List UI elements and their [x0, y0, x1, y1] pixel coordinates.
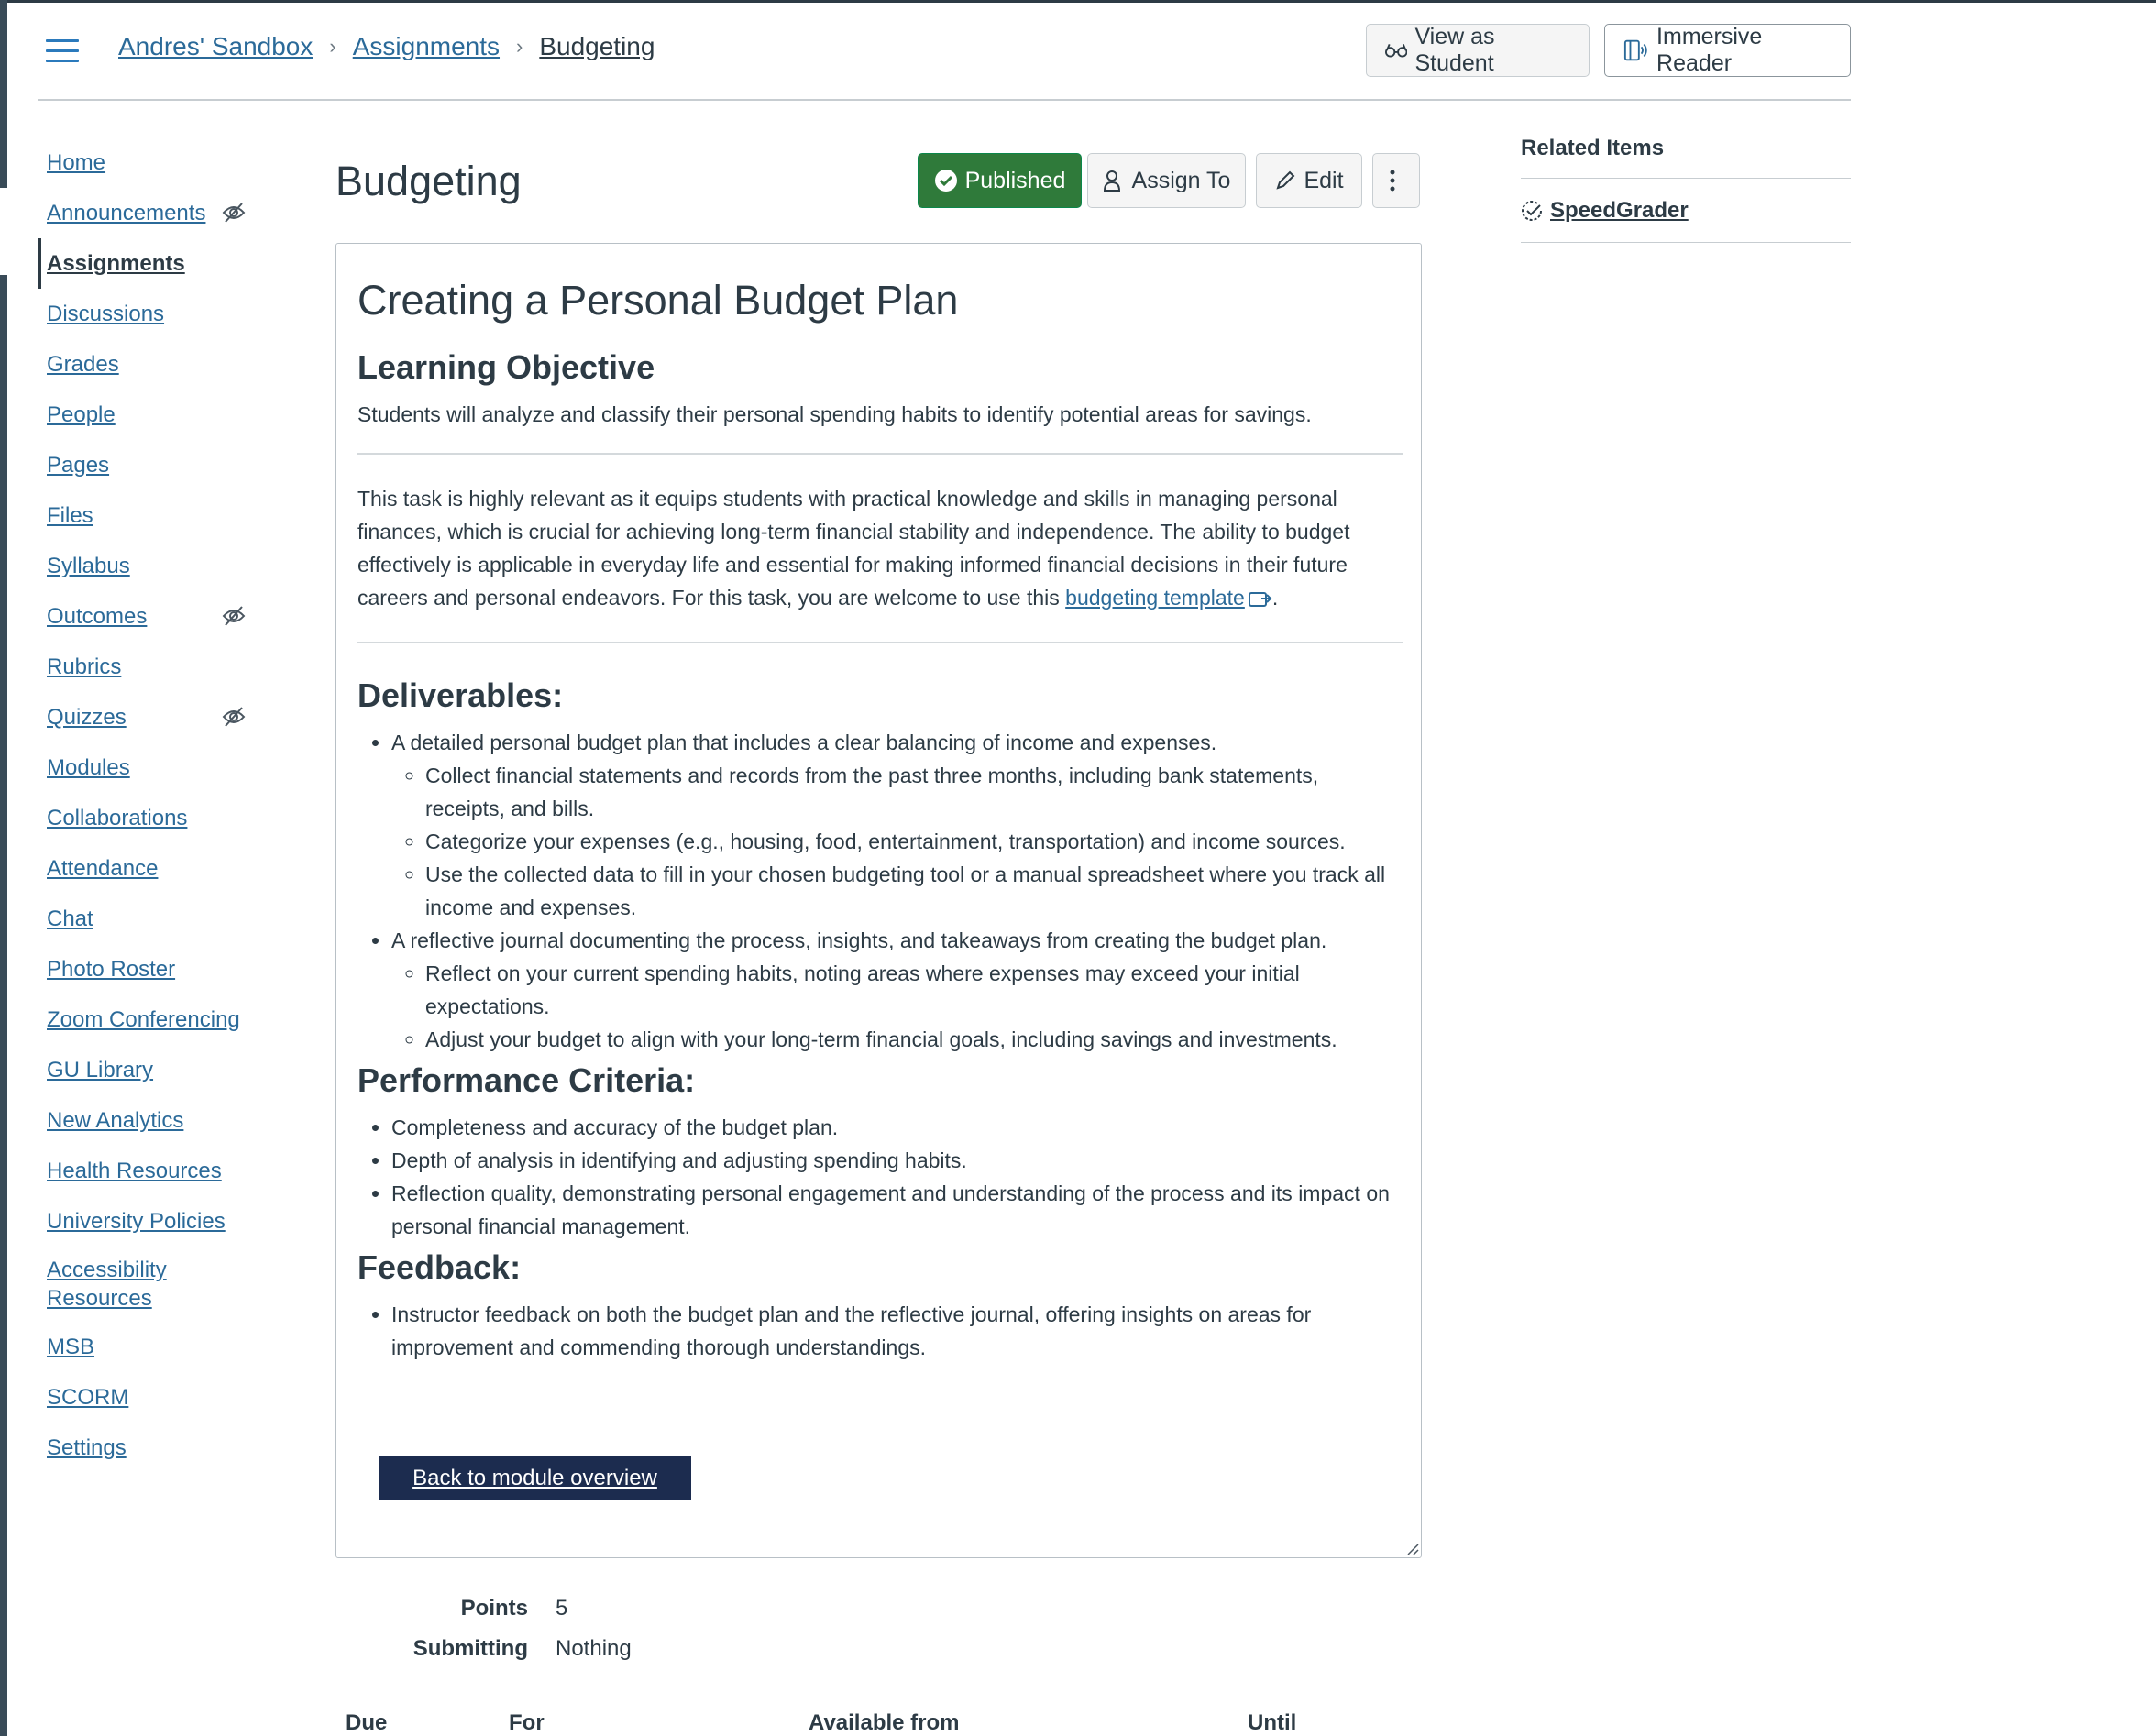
- external-link-icon: [1248, 589, 1272, 608]
- user-assign-icon: [1103, 169, 1125, 192]
- criteria-list: [358, 1111, 1402, 1243]
- breadcrumb-current[interactable]: Budgeting: [539, 32, 655, 60]
- list-item: ◦ Adjust your budget to align with your long-term financial goals, including savings and investments.: [425, 1023, 1402, 1056]
- hamburger-menu-icon[interactable]: [46, 39, 79, 63]
- list-item: ◦ Collect financial statements and records from the past three months, including bank statements, receipts, and bills.: [425, 759, 1402, 825]
- pencil-icon: [1274, 170, 1296, 192]
- published-button[interactable]: [918, 153, 1082, 208]
- course-navigation: [38, 137, 258, 1473]
- more-options-icon[interactable]: [1372, 153, 1420, 208]
- nav-item-files[interactable]: Files: [47, 502, 94, 528]
- check-circle-icon: [934, 169, 958, 192]
- nav-item-announcements[interactable]: Announcements: [38, 188, 258, 238]
- nav-item-home[interactable]: Home: [47, 149, 106, 175]
- assignment-description: [336, 243, 1422, 1558]
- nav-item-msb[interactable]: MSB: [47, 1334, 95, 1359]
- points-label: Points: [460, 1596, 528, 1621]
- speedgrader-icon: [1521, 200, 1545, 222]
- list-item: ◦ Reflect on your current spending habits, noting areas where expenses may exceed your initial expectations.: [425, 957, 1402, 1023]
- list-item: • Depth of analysis in identifying and adjusting spending habits.: [391, 1144, 1402, 1177]
- related-items-panel: [1521, 136, 1851, 243]
- criteria-heading: Performance Criteria:: [358, 1061, 696, 1099]
- list-item: • A detailed personal budget plan that includes a clear balancing of income and expenses. ◦ Collect financial statements and records from the past three months, including bank statements, receipts, and bills. ◦ Categorize your expenses (e.g., housing, food, entertainment, transportation) and income sources. ◦ Use the collected data to fill in your chosen budgeting tool or a manual spreadsheet where you track all income and expenses.: [391, 726, 1402, 924]
- nav-item-accessibility-resources[interactable]: Accessibility Resources: [47, 1258, 167, 1311]
- eye-slash-icon: [222, 706, 246, 728]
- edit-label: Edit: [1304, 167, 1344, 193]
- nav-item-settings[interactable]: Settings: [47, 1434, 126, 1460]
- immersive-reader-label: Immersive Reader: [1656, 24, 1763, 76]
- edit-button[interactable]: [1256, 153, 1362, 208]
- nav-item-pages[interactable]: Pages: [47, 452, 110, 478]
- assignment-details: [336, 1588, 977, 1669]
- assign-to-label: Assign To: [1131, 167, 1231, 193]
- page-header: [38, 0, 1851, 101]
- published-label: Published: [964, 167, 1066, 193]
- nav-item-new-analytics[interactable]: New Analytics: [47, 1107, 184, 1133]
- objective-text: Students will analyze and classify their personal spending habits to identify potential areas for savings.: [358, 402, 1312, 426]
- relevance-text: This task is highly relevant as it equips students with practical knowledge and skills in managing personal finances, which is crucial for achieving long-term financial stability and independence. The ability to budget effectively is applicable in everyday life and essential for making informed financial decisions in their future careers and personal endeavors. For this task, you are welcome to use this budgeting template .: [358, 487, 1350, 610]
- resize-handle-icon[interactable]: [1404, 1541, 1419, 1555]
- nav-item-grades[interactable]: Grades: [47, 351, 119, 377]
- nav-item-quizzes[interactable]: Quizzes: [38, 692, 258, 742]
- nav-item-scorm[interactable]: SCORM: [47, 1384, 129, 1410]
- submitting-label: Submitting: [412, 1636, 528, 1661]
- list-item: • Instructor feedback on both the budget plan and the reflective journal, offering insights on areas for improvement and commending thorough understandings.: [391, 1298, 1402, 1364]
- list-item: • Completeness and accuracy of the budget plan.: [391, 1111, 1402, 1144]
- global-nav-edge-lower: [0, 275, 7, 1736]
- chevron-right-icon: ›: [329, 35, 336, 58]
- eye-slash-icon: [222, 605, 246, 627]
- breadcrumb: [118, 32, 654, 61]
- view-as-student-label: View as Student: [1414, 24, 1495, 76]
- nav-item-chat[interactable]: Chat: [47, 906, 94, 931]
- nav-item-university-policies[interactable]: University Policies: [47, 1208, 226, 1234]
- page-title: Budgeting: [336, 158, 522, 204]
- nav-item-discussions[interactable]: Discussions: [47, 301, 165, 326]
- nav-item-health-resources[interactable]: Health Resources: [47, 1158, 222, 1183]
- for-column-header: For: [509, 1710, 544, 1735]
- list-item: ◦ Use the collected data to fill in your chosen budgeting tool or a manual spreadsheet where you track all income and expenses.: [425, 858, 1402, 924]
- glasses-icon: [1385, 41, 1407, 60]
- due-column-header: Due: [346, 1710, 388, 1735]
- until-column-header: Until: [1248, 1710, 1297, 1735]
- breadcrumb-assignments[interactable]: Assignments: [352, 32, 500, 60]
- objective-heading: Learning Objective: [358, 348, 655, 386]
- global-nav-edge: [0, 0, 7, 188]
- deliverables-list: [358, 726, 1402, 1056]
- nav-item-zoom-conferencing[interactable]: Zoom Conferencing: [47, 1006, 240, 1032]
- breadcrumb-course[interactable]: Andres' Sandbox: [118, 32, 314, 60]
- nav-item-people[interactable]: People: [47, 401, 116, 427]
- immersive-reader-button[interactable]: [1604, 24, 1851, 77]
- list-item: • A reflective journal documenting the process, insights, and takeaways from creating the budget plan. ◦ Reflect on your current spending habits, noting areas where expenses may exceed your initial expectations. ◦ Adjust your budget to align with your long-term financial goals, including savings and investments.: [391, 924, 1402, 1056]
- nav-item-attendance[interactable]: Attendance: [47, 855, 159, 881]
- assign-to-button[interactable]: [1087, 153, 1246, 208]
- eye-slash-icon: [222, 202, 246, 224]
- nav-item-photo-roster[interactable]: Photo Roster: [47, 956, 176, 982]
- nav-item-gu-library[interactable]: GU Library: [47, 1057, 154, 1082]
- nav-item-collaborations[interactable]: Collaborations: [47, 805, 188, 830]
- nav-item-assignments[interactable]: Assignments: [38, 238, 258, 289]
- content-heading: Creating a Personal Budget Plan: [358, 277, 959, 324]
- immersive-reader-icon: [1623, 38, 1649, 63]
- submitting-value: Nothing: [556, 1636, 632, 1661]
- list-item: ◦ Categorize your expenses (e.g., housing, food, entertainment, transportation) and income sources.: [425, 825, 1402, 858]
- divider: [358, 453, 1402, 455]
- budgeting-template-link[interactable]: budgeting template: [1065, 586, 1245, 610]
- chevron-right-icon: ›: [516, 35, 523, 58]
- nav-item-syllabus[interactable]: Syllabus: [47, 553, 130, 578]
- nav-item-outcomes[interactable]: Outcomes: [38, 591, 258, 642]
- view-as-student-button[interactable]: [1366, 24, 1590, 77]
- list-item: • Reflection quality, demonstrating personal engagement and understanding of the process and its impact on personal financial management.: [391, 1177, 1402, 1243]
- feedback-list: [358, 1298, 1402, 1364]
- nav-item-rubrics[interactable]: Rubrics: [47, 654, 122, 679]
- feedback-heading: Feedback:: [358, 1248, 522, 1286]
- divider: [358, 642, 1402, 643]
- back-to-module-overview-button[interactable]: Back to module overview: [379, 1456, 691, 1500]
- related-items-title: Related Items: [1521, 136, 1851, 179]
- points-value: 5: [556, 1596, 568, 1621]
- deliverables-heading: Deliverables:: [358, 676, 564, 714]
- nav-item-modules[interactable]: Modules: [47, 754, 130, 780]
- available-from-column-header: Available from: [808, 1710, 960, 1735]
- speedgrader-link[interactable]: SpeedGrader: [1521, 179, 1851, 243]
